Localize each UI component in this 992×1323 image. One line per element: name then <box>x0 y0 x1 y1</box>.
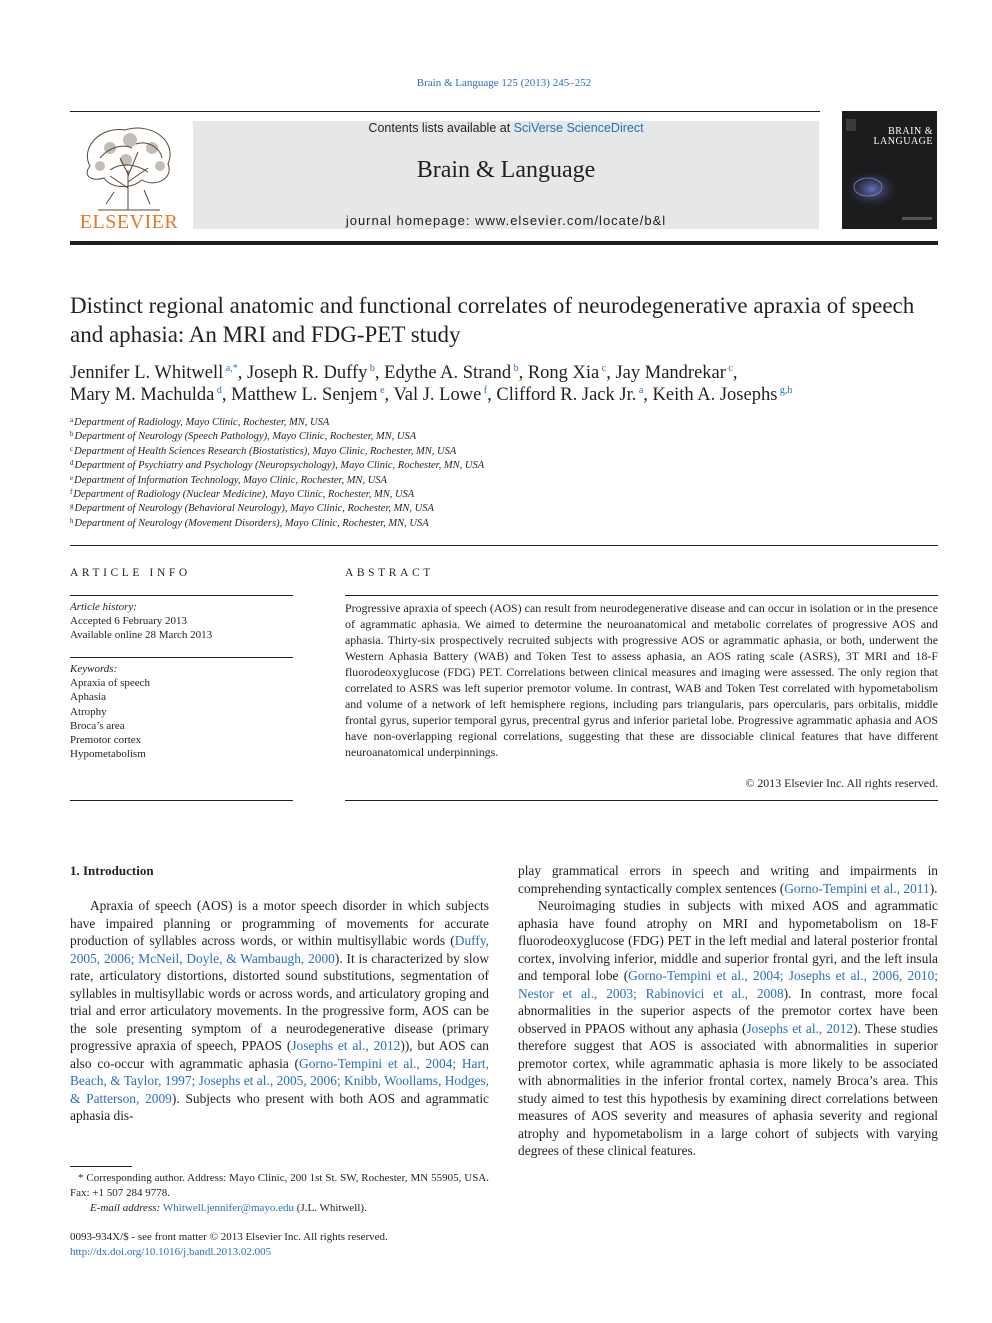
affiliation-marker: b <box>70 430 74 439</box>
keywords-label: Keywords: <box>70 663 118 675</box>
affiliation-marker: f <box>70 488 73 497</box>
author-separator: , <box>518 363 528 383</box>
affiliation <box>70 474 940 488</box>
issn-block <box>70 1230 489 1259</box>
elsevier-wordmark: ELSEVIER <box>79 211 179 233</box>
citation-link[interactable]: Josephs et al., 2012 <box>291 1038 401 1053</box>
affiliation-text: Department of Radiology (Nuclear Medicine), Mayo Clinic, Rochester, MN, USA <box>73 489 415 501</box>
author-name: Jennifer L. Whitwell <box>70 363 224 383</box>
online-date: Available online 28 March 2013 <box>70 629 213 641</box>
body-text: ). In contrast, more focal abnormalities in the superior aspects of the premotor cortex have been observed in PPAOS without any aphasia ( <box>518 985 938 1036</box>
article-info-rule <box>70 595 293 596</box>
doi-link[interactable]: http://dx.doi.org/10.1016/j.bandl.2013.02.005 <box>70 1245 272 1258</box>
author-name: Edythe A. Strand <box>384 363 512 383</box>
affiliation <box>70 488 940 502</box>
contents-prefix: Contents lists available at <box>368 121 514 135</box>
author-separator: , <box>221 385 232 405</box>
header-thick-rule <box>70 241 938 245</box>
email-note <box>70 1201 489 1216</box>
author-list <box>70 362 940 406</box>
keyword: Apraxia of speech <box>70 677 151 690</box>
article-history <box>70 600 293 642</box>
body-paragraph <box>518 897 938 1160</box>
body-paragraph <box>70 897 489 1125</box>
cover-title-line2: LANGUAGE <box>873 136 933 147</box>
homepage-url[interactable]: www.elsevier.com/locate/b&l <box>475 213 667 228</box>
article-info-heading: ARTICLE INFO <box>70 567 191 579</box>
body-paragraph <box>518 862 938 897</box>
elsevier-logo <box>70 118 188 234</box>
footnote-rule <box>70 1166 132 1167</box>
affiliation <box>70 459 940 473</box>
author-name: Jay Mandrekar <box>615 363 726 383</box>
affiliation-marker: d <box>70 459 74 468</box>
homepage-prefix: journal homepage: <box>345 213 476 228</box>
header-rule <box>70 111 820 112</box>
email-link[interactable]: Whitwell.jennifer@mayo.edu <box>162 1202 295 1214</box>
cover-title <box>873 127 933 147</box>
citation-link[interactable]: Gorno-Tempini et al., 2004; Josephs et al., 2006, 2010; Nestor et al., 2003; Rabinovici et al., 2008 <box>518 968 939 1001</box>
author-affiliation-marker[interactable]: a <box>636 385 644 396</box>
affiliation-text: Department of Neurology (Movement Disorders), Mayo Clinic, Rochester, MN, USA <box>74 517 429 529</box>
affiliation-marker: e <box>70 473 74 482</box>
contents-line <box>193 121 819 135</box>
history-label: Article history: <box>70 601 137 613</box>
affiliation <box>70 430 940 444</box>
body-text: ). <box>929 880 938 896</box>
author-name: Mary M. Machulda <box>70 385 215 405</box>
author-name: Val J. Lowe <box>393 385 482 405</box>
affiliation-marker: c <box>70 444 74 453</box>
affiliation <box>70 416 940 430</box>
article-title: Distinct regional anatomic and functional correlates of neurodegenerative apraxia of speech and aphasia: An MRI and FDG-PET study <box>70 293 915 347</box>
journal-cover <box>842 111 937 229</box>
keyword: Hypometabolism <box>70 748 146 761</box>
author-affiliation-marker[interactable]: b <box>367 363 375 374</box>
author-affiliation-marker[interactable]: f <box>481 385 488 396</box>
author-affiliation-marker[interactable]: e <box>377 385 385 396</box>
issn-line: 0093-934X/$ - see front matter © 2013 Elsevier Inc. All rights reserved. <box>70 1231 388 1243</box>
section-divider <box>70 545 938 546</box>
affiliation-text: Department of Neurology (Behavioral Neurology), Mayo Clinic, Rochester, MN, USA <box>74 503 434 515</box>
elsevier-tree-icon <box>70 118 188 214</box>
abstract-text: Progressive apraxia of speech (AOS) can result from neurodegenerative disease and can occur in isolation or in the presence of agrammatic aphasia. We aimed to determine the neuroanatomical and metabolic correlates of progressive AOS and aphasia. Thirty-six prospectively recruited subjects with progressive AOS or agrammatic aphasia, or both, underwent the Western Aphasia Battery (WAB) and Token Test to assess aphasia, an AOS rating scale (ASRS), 3T MRI and 18-F fluorodeoxyglucose (FDG) PET. Correlations between clinical measures and imaging were assessed. The only region that correlated to ASRS was left superior premotor volume. In contrast, WAB and Token Test correlated with hypometabolism and volume of a network of left hemisphere regions, including pars triangularis, pars opercularis, pars orbitalis, middle frontal gyrus, superior temporal gyrus, precentral gyrus and inferior parietal lobe. Progressive agrammatic aphasia and AOS have non-overlapping regional correlations, suggesting that these are dissociable clinical features that have different neuroanatomical underpinnings. <box>345 601 938 759</box>
author-affiliation-marker[interactable]: g,h <box>777 385 793 396</box>
journal-name: Brain & Language <box>416 157 596 183</box>
footnote <box>70 1171 489 1216</box>
citation-link[interactable]: Gorno-Tempini et al., 2004; Hart, Beach, & Taylor, 1997; Josephs et al., 2005, 2006; Knibb, Woollams, Hodges, & Patterson, 2009 <box>70 1055 490 1106</box>
author-name: Keith A. Josephs <box>652 385 778 405</box>
author-separator: , <box>732 363 738 383</box>
author-name: Rong Xia <box>527 363 600 383</box>
citation-link[interactable]: Gorno-Tempini et al., 2011 <box>784 880 930 896</box>
author-name: Clifford R. Jack Jr. <box>496 385 637 405</box>
author-separator: , <box>237 363 247 383</box>
keyword: Atrophy <box>70 705 107 718</box>
affiliation-text: Department of Health Sciences Research (Biostatistics), Mayo Clinic, Rochester, MN, USA <box>74 445 457 457</box>
citation-link[interactable]: Duffy, 2005, 2006; McNeil, Doyle, & Wambaugh, 2000 <box>70 933 489 966</box>
author-separator: , <box>606 363 616 383</box>
body-text: ). It is characterized by slow rate, articulatory distortions, distorted sound substitutions, segmentation of syllables in multisyllabic words or across words, and articulatory groping and trial and error articulatory movements. In the progressive form, AOS can be the sole presenting symptom of a neurodegenerative disease (primary progressive apraxia of speech, PPAOS ( <box>70 950 489 1053</box>
sciencedirect-link[interactable]: SciVerse ScienceDirect <box>513 121 644 135</box>
abstract-rule <box>345 800 938 801</box>
journal-homepage <box>193 213 819 228</box>
affiliation <box>70 502 940 516</box>
keyword: Broca’s area <box>70 719 125 732</box>
abstract-heading: ABSTRACT <box>345 567 434 579</box>
affiliation-text: Department of Psychiatry and Psychology (Neuropsychology), Mayo Clinic, Rochester, MN, USA <box>74 460 485 472</box>
body-column-left <box>70 897 489 1125</box>
author-name: Matthew L. Senjem <box>231 385 378 405</box>
author-name: Joseph R. Duffy <box>246 363 368 383</box>
email-label: E-mail address: <box>90 1202 163 1214</box>
accepted-date: Accepted 6 February 2013 <box>70 615 187 627</box>
author-separator: , <box>487 385 497 405</box>
body-text: Apraxia of speech (AOS) is a motor speech disorder in which subjects have impaired planning or programming of movements for accurate production of syllables across words, or within multisyllabic words ( <box>70 898 489 948</box>
affiliation-text: Department of Radiology, Mayo Clinic, Rochester, MN, USA <box>74 417 330 428</box>
author-affiliation-marker[interactable]: c <box>599 363 607 374</box>
cover-title-line1: BRAIN & <box>888 126 933 137</box>
affiliation-marker: a <box>70 416 74 424</box>
corresponding-author-note: * Corresponding author. Address: Mayo Clinic, 200 1st St. SW, Rochester, MN 55905, USA. Fax: +1 507 284 9778. <box>70 1172 489 1199</box>
article-info-rule <box>70 800 293 801</box>
affiliation-text: Department of Information Technology, Mayo Clinic, Rochester, MN, USA <box>74 474 387 486</box>
introduction-heading: 1. Introduction <box>70 863 154 878</box>
affiliation-list <box>70 416 940 531</box>
keywords-block <box>70 662 293 761</box>
body-text: ). Subjects who present with both AOS and agrammatic aphasia dis- <box>70 1090 490 1123</box>
affiliation <box>70 517 940 531</box>
article-info-rule <box>70 657 293 658</box>
body-text: Neuroimaging studies in subjects with mixed AOS and agrammatic aphasia have found atrophy on MRI and hypometabolism on 18-F fluorodeoxyglucose (FDG) PET in the left medial and lateral posterior frontal cortex, involving inferior, middle and superior frontal gyri, and the left insula and temporal lobe ( <box>518 898 938 983</box>
author-affiliation-marker[interactable]: c <box>725 363 733 374</box>
affiliation-marker: g <box>70 502 74 511</box>
body-text: )), but AOS can also co-occur with agrammatic aphasia ( <box>70 1038 489 1071</box>
journal-citation[interactable]: Brain & Language 125 (2013) 245–252 <box>416 77 592 89</box>
author-affiliation-marker[interactable]: a,* <box>223 363 238 374</box>
abstract-copyright: © 2013 Elsevier Inc. All rights reserved. <box>745 776 938 790</box>
keyword: Premotor cortex <box>70 734 142 747</box>
body-column-right <box>518 862 938 1160</box>
affiliation-marker: h <box>70 516 74 525</box>
author-affiliation-marker[interactable]: b <box>511 363 519 374</box>
author-separator: , <box>374 363 385 383</box>
body-text: ). These studies therefore suggest that AOS is associated with abnormalities in superior premotor cortex, while agrammatic aphasia is more likely to be associated with abnormalities in the inferior frontal cortex, namely Broca’s area. This study aimed to test this hypothesis by examining direct correlations between measures of AOS severity and measures of aphasia severity and regional atrophy and hypometabolism in a large cohort of subjects with varying degrees of these clinical features. <box>518 1020 939 1158</box>
affiliation <box>70 445 940 459</box>
body-text: play grammatical errors in speech and writing and impairments in comprehending syntactically complex sentences ( <box>518 863 938 896</box>
author-separator: , <box>643 385 653 405</box>
keyword: Aphasia <box>70 691 107 704</box>
citation-link[interactable]: Josephs et al., 2012 <box>746 1020 854 1036</box>
abstract-rule <box>345 595 938 596</box>
affiliation-text: Department of Neurology (Speech Pathology), Mayo Clinic, Rochester, MN, USA <box>74 431 417 443</box>
author-separator: , <box>384 385 394 405</box>
author-affiliation-marker[interactable]: d <box>214 385 222 396</box>
email-suffix: (J.L. Whitwell). <box>294 1202 367 1214</box>
